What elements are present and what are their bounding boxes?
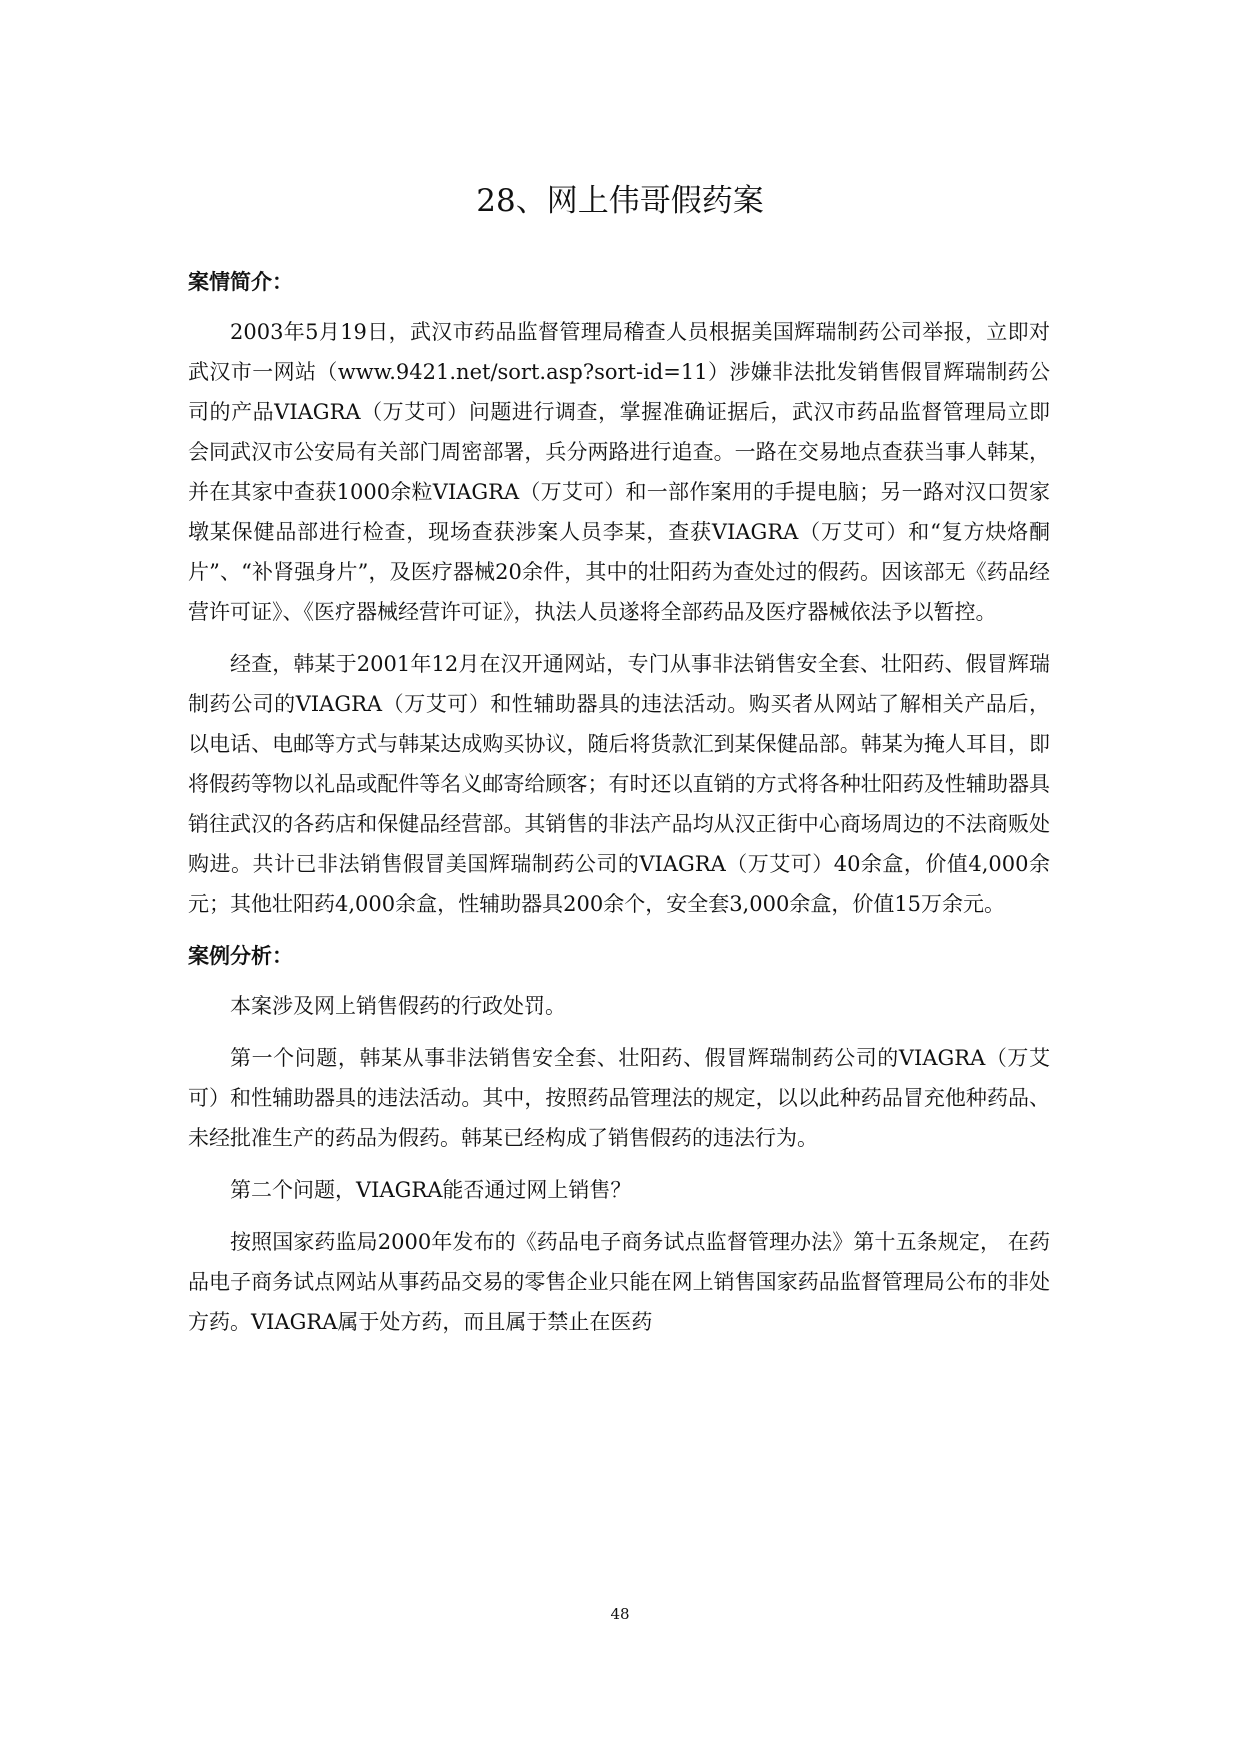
section-heading: 案情简介： (188, 270, 293, 294)
section-case-analysis (188, 936, 1050, 1342)
paragraph: 第二个问题，VIAGRA能否通过网上销售？ (230, 1178, 632, 1202)
page-number: 48 (610, 1605, 630, 1623)
page-title: 28、网上伟哥假药案 (476, 182, 764, 219)
paragraph: 2003年5月19日，武汉市药品监督管理局稽查人员根据美国辉瑞制药公司举报，立即对武汉市一网站（www.9421.net/sort.asp?sort-id=11）涉嫌非法批发销售假冒辉瑞制药公司的产品VIAGRA（万艾可）问题进行调查，掌握准确证据后，武汉市药品监督管理局立即会同武汉市公安局有关部门周密部署，兵分两路进行追查。一路在交易地点查获当事人韩某，并在其家中查获1000余粒VIAGRA（万艾可）和一部作案用的手提电脑；另一路对汉口贺家墩某保健品部进行检查，现场查获涉案人员李某，查获VIAGRA（万艾可）和“复方炔烙酮片”、“补肾强身片”，及医疗器械20余件，其中的壮阳药为查处过的假药。因该部无《药品经营许可证》、《医疗器械经营许可证》，执法人员遂将全部药品及医疗器械依法予以暂控。 (188, 320, 1050, 624)
paragraph: 经查，韩某于2001年12月在汉开通网站，专门从事非法销售安全套、壮阳药、假冒辉瑞制药公司的VIAGRA（万艾可）和性辅助器具的违法活动。购买者从网站了解相关产品后，以电话、电邮等方式与韩某达成购买协议，随后将货款汇到某保健品部。韩某为掩人耳目，即将假药等物以礼品或配件等名义邮寄给顾客；有时还以直销的方式将各种壮阳药及性辅助器具销往武汉的各药店和保健品经营部。其销售的非法产品均从汉正街中心商场周边的不法商贩处购进。共计已非法销售假冒美国辉瑞制药公司的VIAGRA（万艾可）40余盒，价值4,000余元；其他壮阳药4,000余盒，性辅助器具200余个，安全套3,000余盒，价值15万余元。 (188, 652, 1050, 916)
paragraph: 按照国家药监局2000年发布的《药品电子商务试点监督管理办法》第十五条规定， 在药品电子商务试点网站从事药品交易的零售企业只能在网上销售国家药品监督管理局公布的非处方药。VIAGRA属于处方药，而且属于禁止在医药 (188, 1230, 1050, 1334)
paragraph: 第一个问题，韩某从事非法销售安全套、壮阳药、假冒辉瑞制药公司的VIAGRA（万艾可）和性辅助器具的违法活动。其中，按照药品管理法的规定，以以此种药品冒充他种药品、未经批准生产的药品为假药。韩某已经构成了销售假药的违法行为。 (188, 1046, 1050, 1150)
paragraph: 本案涉及网上销售假药的行政处罚。 (230, 994, 566, 1018)
section-heading: 案例分析： (188, 944, 293, 968)
document-body (188, 262, 1050, 1354)
section-case-summary (188, 262, 1050, 924)
